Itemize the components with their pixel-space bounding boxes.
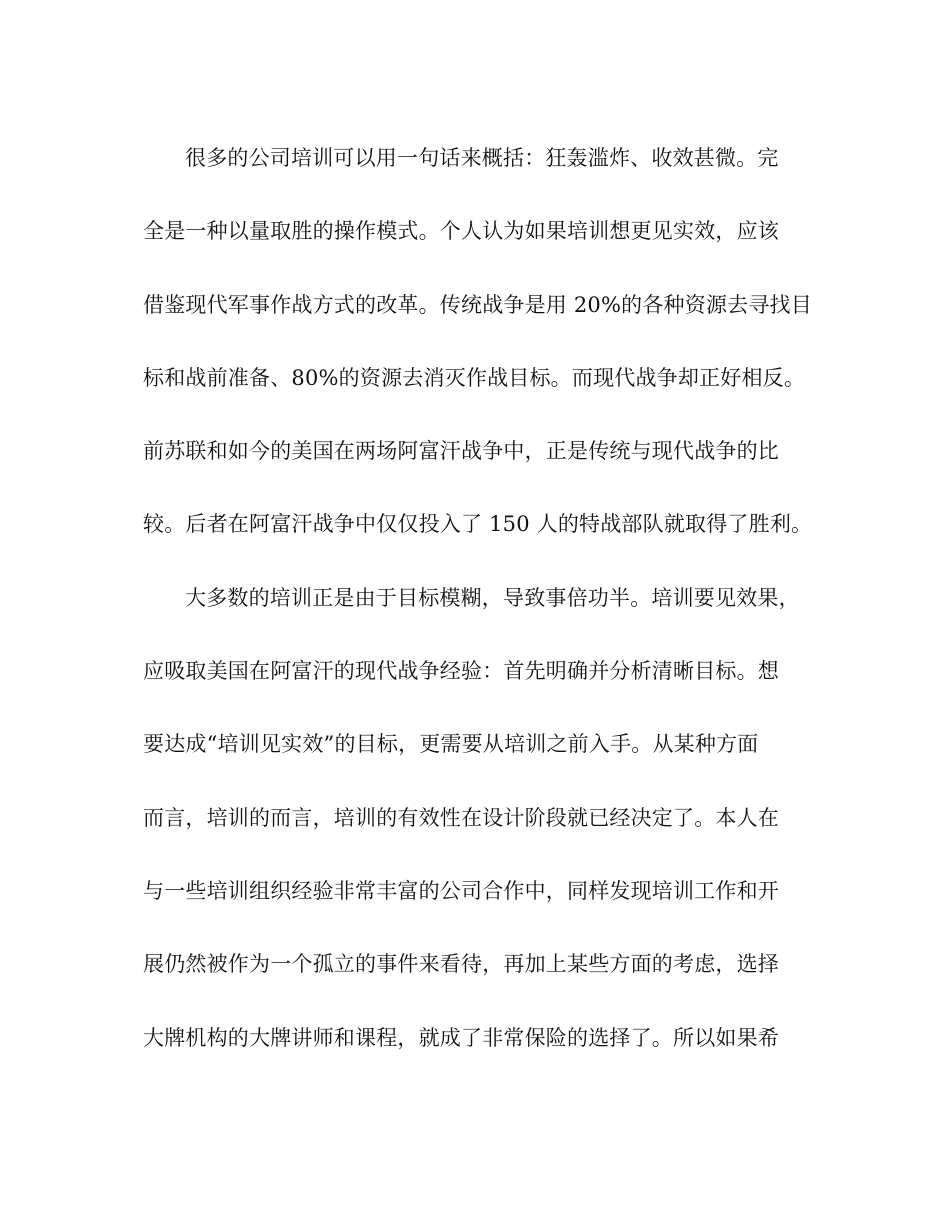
text-line: 应吸取美国在阿富汗的现代战争经验：首先明确并分析清晰目标。想 [143, 659, 779, 684]
text-line: 而言，培训的而言，培训的有效性在设计阶段就已经决定了。本人在 [143, 805, 779, 830]
text-line: 展仍然被作为一个孤立的事件来看待，再加上某些方面的考虑，选择 [143, 952, 779, 977]
body-text [143, 137, 815, 1090]
text-line: 大多数的培训正是由于目标模糊，导致事倍功半。培训要见效果， [185, 585, 800, 610]
text-line: 很多的公司培训可以用一句话来概括：狂轰滥炸、收效甚微。完 [185, 146, 779, 170]
paragraph-2 [143, 577, 815, 1090]
text-line: 前苏联和如今的美国在两场阿富汗战争中，正是传统与现代战争的比 [143, 439, 779, 464]
text-line: 全是一种以量取胜的操作模式。个人认为如果培训想更见实效，应该 [143, 219, 779, 244]
text-line: 借鉴现代军事作战方式的改革。传统战争是用 20%的各种资源去寻找目 [143, 292, 812, 317]
text-line: 与一些培训组织经验非常丰富的公司合作中，同样发现培训工作和开 [143, 878, 779, 903]
text-line: 要达成“培训见实效”的目标，更需要从培训之前入手。从某种方面 [143, 732, 759, 757]
text-line: 较。后者在阿富汗战争中仅仅投入了 150 人的特战部队就取得了胜利。 [143, 512, 813, 537]
text-line: 大牌机构的大牌讲师和课程，就成了非常保险的选择了。所以如果希 [143, 1025, 779, 1050]
text-line: 标和战前准备、80%的资源去消灭作战目标。而现代战争却正好相反。 [143, 365, 806, 390]
paragraph-1 [143, 137, 815, 577]
